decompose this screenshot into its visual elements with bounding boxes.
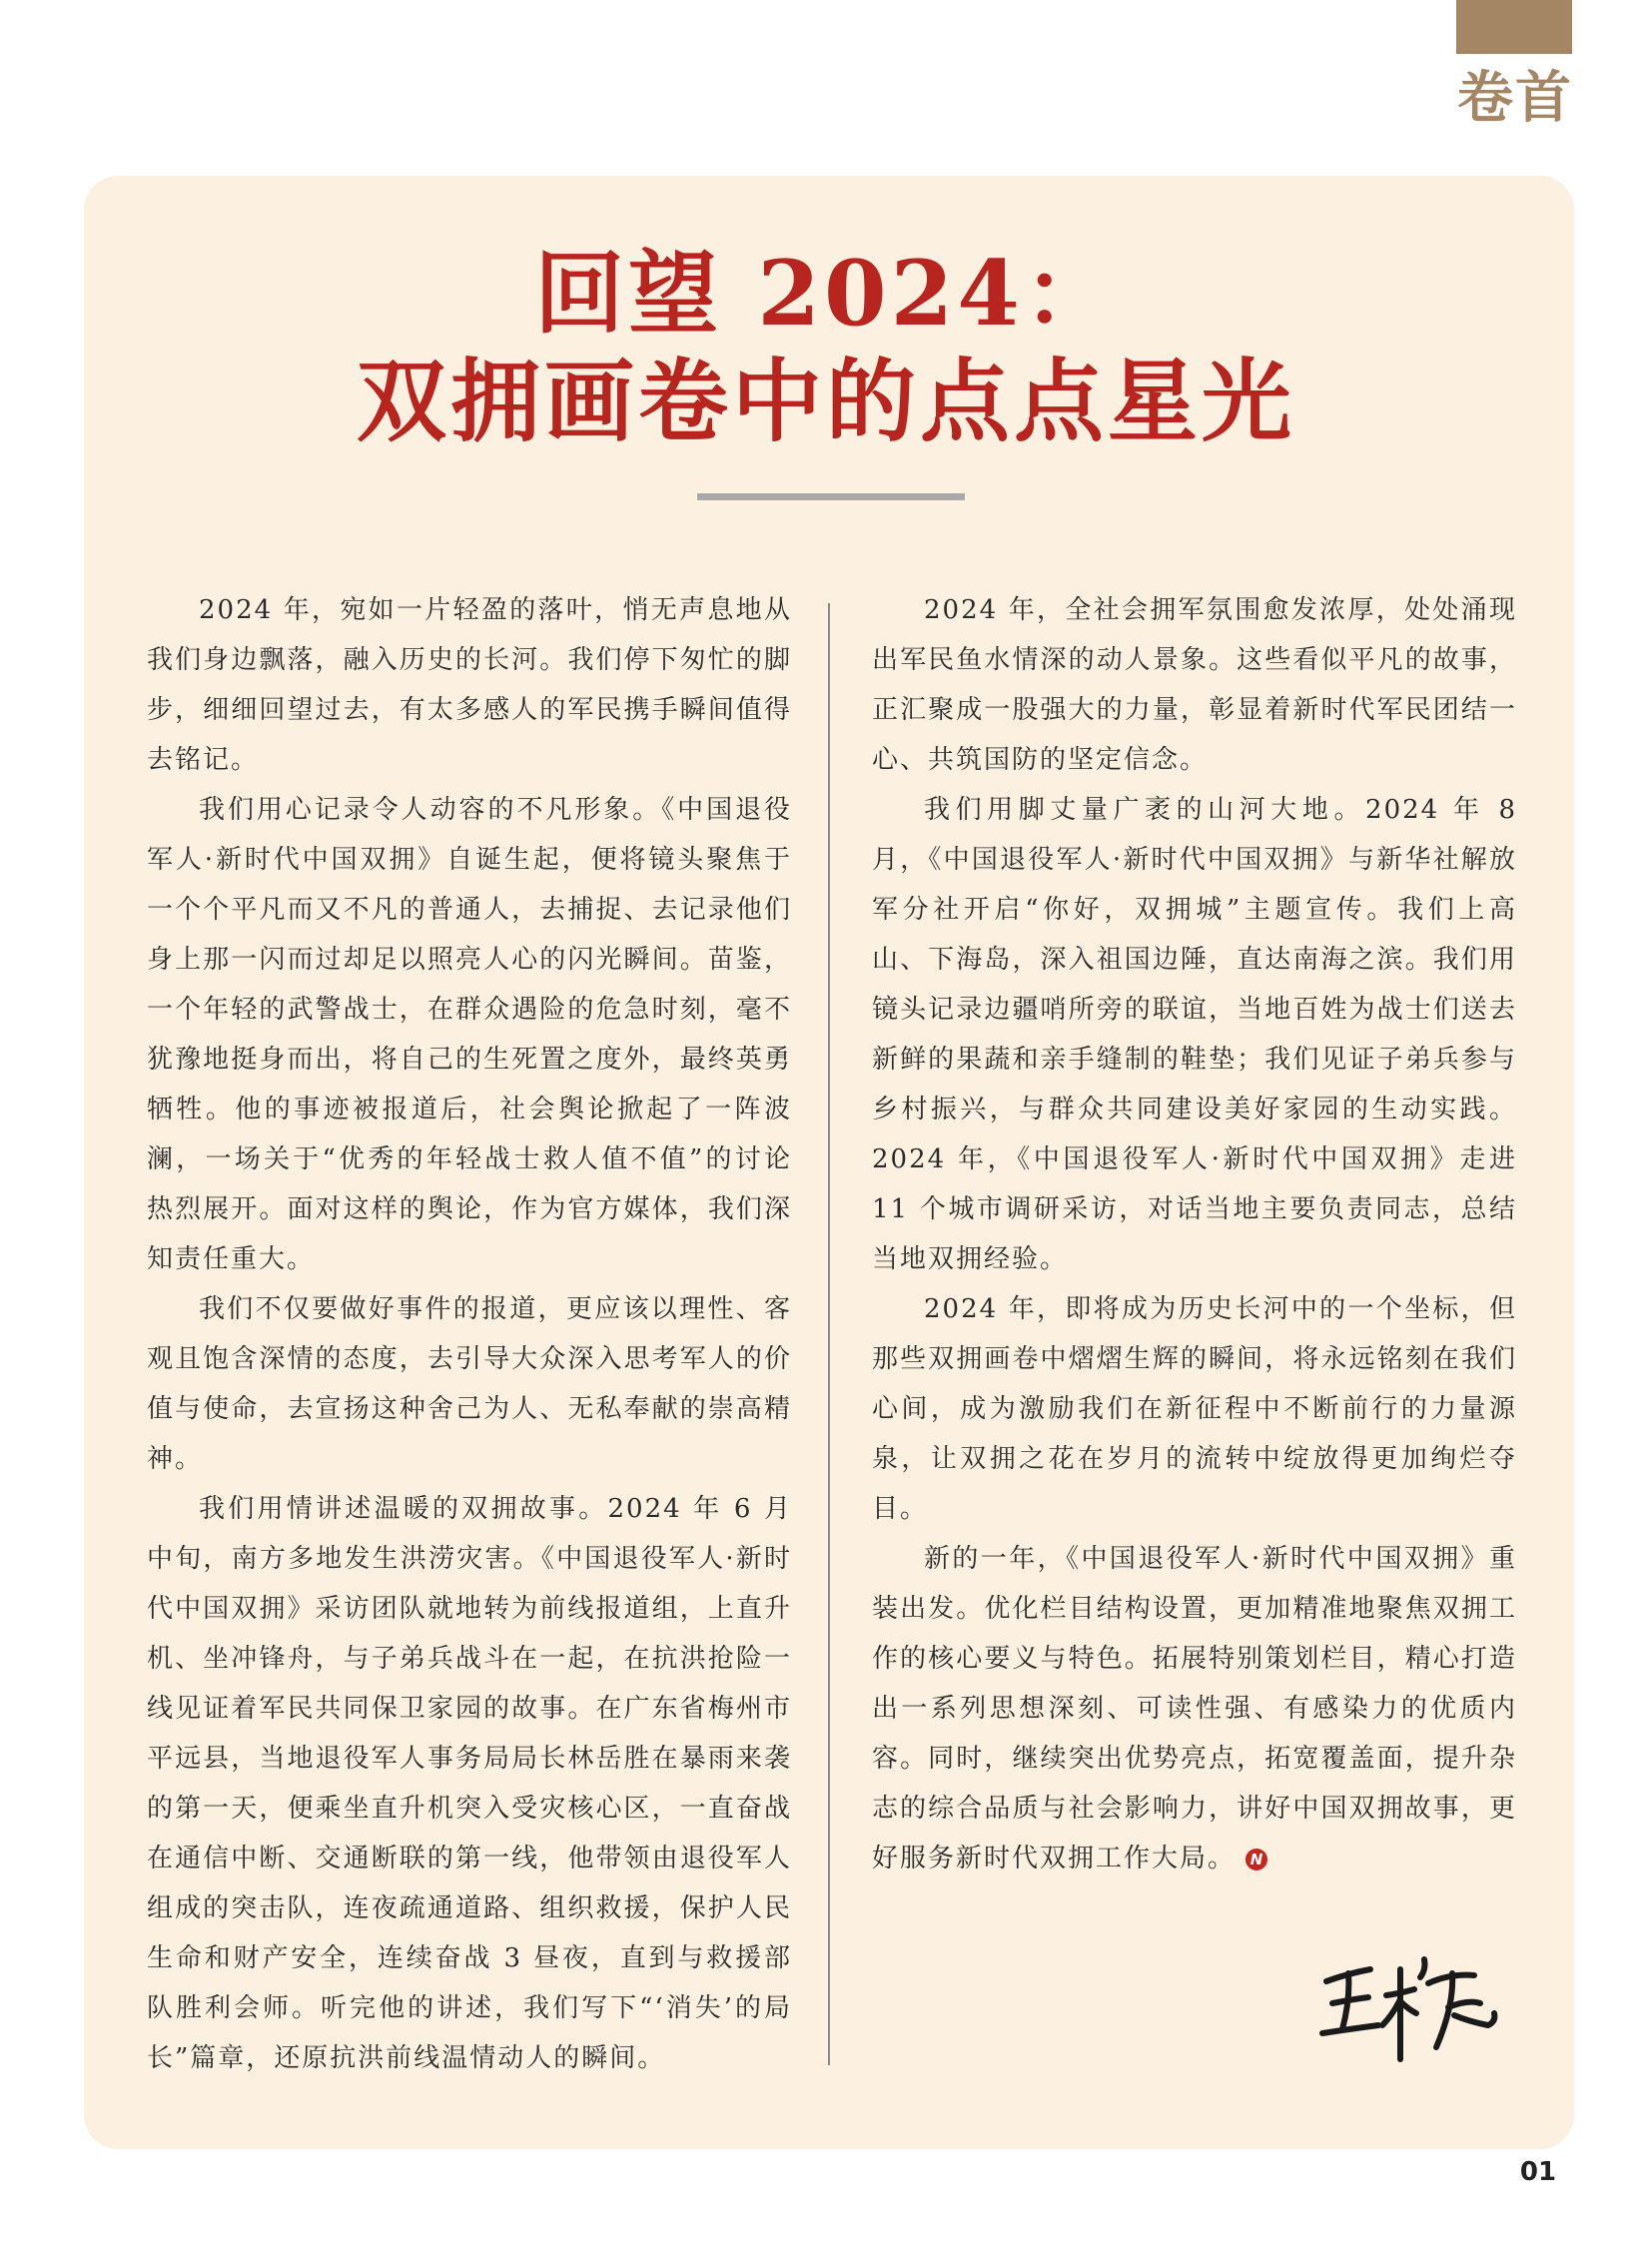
paragraph: 2024 年，宛如一片轻盈的落叶，悄无声息地从我们身边飘落，融入历史的长河。我们停下匆忙的脚步，细细回望过去，有太多感人的军民携手瞬间值得去铭记。 <box>147 595 792 775</box>
paragraph: 我们用心记录令人动容的不凡形象。《中国退役军人·新时代中国双拥》自诞生起，便将镜头聚焦于一个个平凡而又不凡的普通人，去捕捉、去记录他们身上那一闪而过却足以照亮人心的闪光瞬间。苗鉴，一个年轻的武警战士，在群众遇险的危急时刻，毫不犹豫地挺身而出，将自己的生死置之度外，最终英勇牺牲。他的事迹被报道后，社会舆论掀起了一阵波澜，一场关于“优秀的年轻战士救人值不值”的讨论热烈展开。面对这样的舆论，作为官方媒体，我们深知责任重大。 <box>147 795 792 1274</box>
corner-tab <box>1456 0 1572 54</box>
article-title <box>0 240 1652 455</box>
paragraph-final <box>872 1534 1517 1883</box>
paragraph: 我们用情讲述温暖的双拥故事。2024 年 6 月中旬，南方多地发生洪涝灾害。《中国退役军人·新时代中国双拥》采访团队就地转为前线报道组，上直升机、坐冲锋舟，与子弟兵战斗在一起，在抗洪抢险一线见证着军民共同保卫家园的故事。在广东省梅州市平远县，当地退役军人事务局局长林岳胜在暴雨来袭的第一天，便乘坐直升机突入受灾核心区，一直奋战在通信中断、交通断联的第一线，他带领由退役军人组成的突击队，连夜疏通道路、组织救援，保护人民生命和财产安全，连续奋战 3 昼夜，直到与救援部队胜利会师。听完他的讲述，我们写下“‘消失’的局长”篇章，还原抗洪前线温情动人的瞬间。 <box>147 1494 792 2073</box>
title-divider <box>697 493 965 500</box>
title-line-1: 回望 2024： <box>534 241 1118 347</box>
section-label: 卷首 <box>1457 66 1573 131</box>
title-line-2: 双拥画卷中的点点星光 <box>357 349 1295 454</box>
author-signature <box>1308 1929 1508 2069</box>
paragraph: 2024 年，全社会拥军氛围愈发浓厚，处处涌现出军民鱼水情深的动人景象。这些看似平凡的故事，正汇聚成一股强大的力量，彰显着新时代军民团结一心、共筑国防的坚定信念。 <box>872 595 1517 775</box>
paragraph: 我们不仅要做好事件的报道，更应该以理性、客观且饱含深情的态度，去引导大众深入思考军人的价值与使命，去宣扬这种舍己为人、无私奉献的崇高精神。 <box>147 1294 792 1474</box>
right-column <box>872 585 1517 1883</box>
paragraph: 我们用脚丈量广袤的山河大地。2024 年 8 月，《中国退役军人·新时代中国双拥》与新华社解放军分社开启“你好，双拥城”主题宣传。我们上高山、下海岛，深入祖国边陲，直达南海之滨。我们用镜头记录边疆哨所旁的联谊，当地百姓为战士们送去新鲜的果蔬和亲手缝制的鞋垫；我们见证子弟兵参与乡村振兴，与群众共同建设美好家园的生动实践。2024 年，《中国退役军人·新时代中国双拥》走进 11 个城市调研采访，对话当地主要负责同志，总结当地双拥经验。 <box>872 795 1517 1274</box>
paragraph: 2024 年，即将成为历史长河中的一个坐标，但那些双拥画卷中熠熠生辉的瞬间，将永远铭刻在我们心间，成为激励我们在新征程中不断前行的力量源泉，让双拥之花在岁月的流转中绽放得更加绚烂夺目。 <box>872 1294 1517 1524</box>
left-column <box>147 585 792 2083</box>
end-mark-icon: N <box>1245 1849 1267 1870</box>
paragraph-text: 新的一年，《中国退役军人·新时代中国双拥》重装出发。优化栏目结构设置，更加精准地聚焦双拥工作的核心要义与特色。拓展特别策划栏目，精心打造出一系列思想深刻、可读性强、有感染力的优质内容。同时，继续突出优势亮点，拓宽覆盖面，提升杂志的综合品质与社会影响力，讲好中国双拥故事，更好服务新时代双拥工作大局。 <box>872 1544 1517 1873</box>
column-divider <box>828 603 830 2065</box>
page-number: 01 <box>1519 2157 1557 2187</box>
